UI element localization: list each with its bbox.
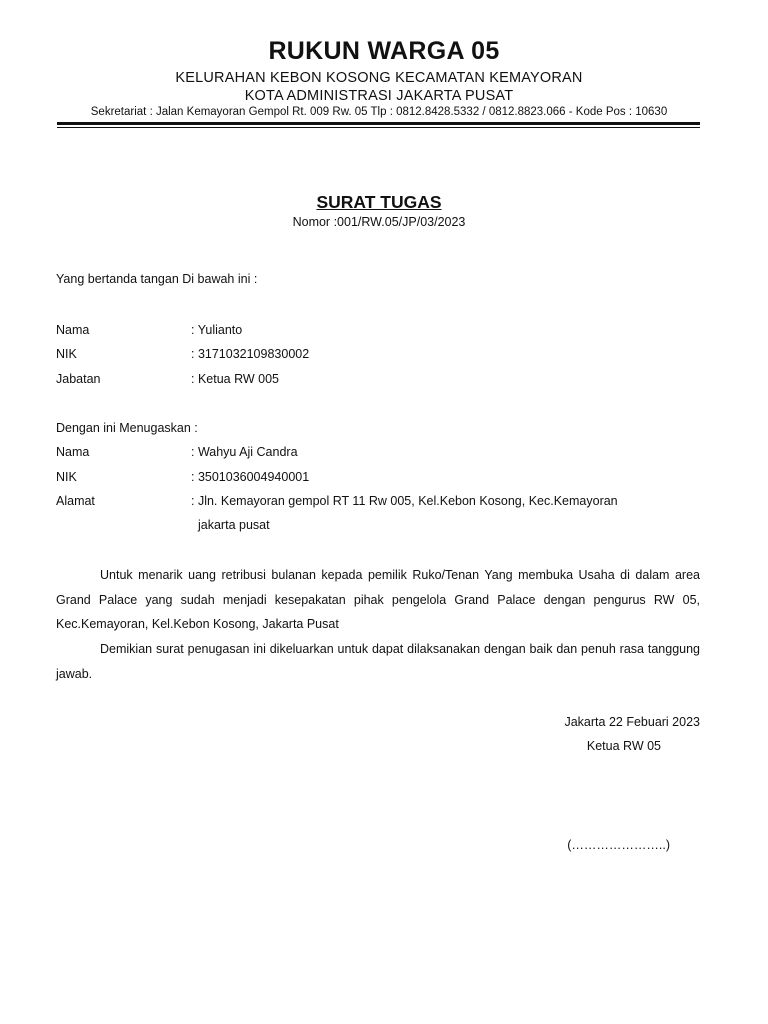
assignee-address-label: Alamat (56, 494, 95, 508)
assignee-nik-value: : 3501036004940001 (191, 470, 310, 484)
assignee-name-value: : Wahyu Aji Candra (191, 445, 298, 459)
signer-nik-label: NIK (56, 347, 77, 361)
body-paragraph-2-text: Demikian surat penugasan ini dikeluarkan untuk dapat dilaksanakan dengan baik dan penuh rasa tanggung jawab. (56, 642, 700, 681)
assignee-address-value-continued: jakarta pusat (198, 518, 270, 532)
secretariat-address: Sekretariat : Jalan Kemayoran Gempol Rt. 009 Rw. 05 Tlp : 0812.8428.5332 / 0812.8823.066 - Kode Pos : 10630 (90, 106, 668, 118)
assignee-address-value: : Jln. Kemayoran gempol RT 11 Rw 005, Kel.Kebon Kosong, Kec.Kemayoran (191, 494, 618, 508)
assignee-name-label: Nama (56, 445, 90, 459)
body-paragraph-1 (56, 563, 700, 637)
letterhead-divider-thin (57, 127, 700, 128)
signer-name-label: Nama (56, 323, 90, 337)
body-paragraph-2 (56, 637, 700, 686)
intro-text: Yang bertanda tangan Di bawah ini : (56, 272, 258, 286)
signer-position-label: Jabatan (56, 372, 101, 386)
signer-nik-value: : 3171032109830002 (191, 347, 310, 361)
signer-position-value: : Ketua RW 005 (191, 372, 280, 386)
document-title: SURAT TUGAS (316, 192, 442, 212)
assignee-nik-label: NIK (56, 470, 77, 484)
letterhead-divider-thick (57, 122, 700, 125)
org-subtitle-city: KOTA ADMINISTRASI JAKARTA PUSAT (244, 88, 514, 104)
org-subtitle-district: KELURAHAN KEBON KOSONG KECAMATAN KEMAYORAN (175, 70, 583, 86)
assign-intro-text: Dengan ini Menugaskan : (56, 421, 198, 435)
document-number: Nomor :001/RW.05/JP/03/2023 (292, 215, 466, 229)
signature-role: Ketua RW 05 (586, 739, 661, 753)
signature-place-date: Jakarta 22 Febuari 2023 (564, 715, 700, 729)
org-title: RUKUN WARGA 05 (268, 37, 500, 65)
body-paragraph-1-text: Untuk menarik uang retribusi bulanan kepada pemilik Ruko/Tenan Yang membuka Usaha di dalam area Grand Palace yang sudah menjadi kesepakatan pihak pengelola Grand Palace dengan pengurus RW 05, Kec.Kemayoran, Kel.Kebon Kosong, Jakarta Pusat (56, 568, 700, 631)
signature-blank: (…………………..) (567, 838, 670, 852)
signer-name-value: : Yulianto (191, 323, 243, 337)
